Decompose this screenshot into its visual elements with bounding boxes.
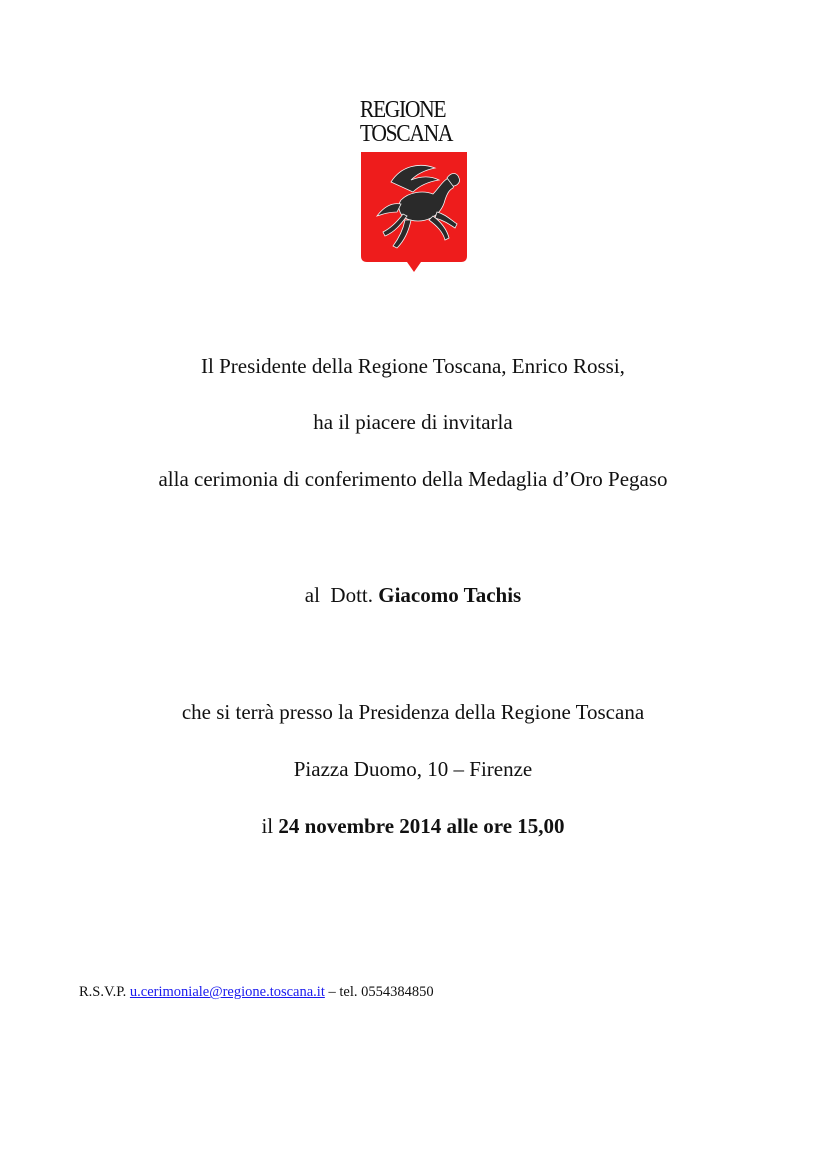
logo-text-regione: REGIONE — [359, 97, 446, 123]
event-date: 24 novembre 2014 alle ore 15,00 — [278, 814, 565, 838]
rsvp-line — [79, 983, 434, 1001]
rsvp-email-link[interactable]: u.cerimoniale@regione.toscana.it — [129, 984, 325, 1000]
pegasus-shield-icon — [361, 152, 467, 272]
rsvp-tel: – tel. 0554384850 — [324, 984, 434, 1000]
invite-line-address: Piazza Duomo, 10 – Firenze — [293, 757, 533, 781]
invite-line-date — [0, 813, 826, 839]
rsvp-label: R.S.V.P. — [79, 984, 130, 1000]
regione-toscana-logo — [359, 98, 469, 274]
date-prefix: il — [261, 814, 279, 838]
invite-line-president: Il Presidente della Regione Toscana, Enrico Rossi, — [201, 354, 625, 378]
invite-line-pleasure: ha il piacere di invitarla — [313, 410, 513, 434]
honoree-name: Giacomo Tachis — [378, 583, 522, 607]
invite-line-honoree — [0, 582, 826, 608]
honoree-prefix: al Dott. — [304, 583, 379, 607]
invite-line-venue: che si terrà presso la Presidenza della Regione Toscana — [181, 700, 645, 724]
logo-text-toscana: TOSCANA — [359, 121, 453, 147]
invite-line-ceremony: alla cerimonia di conferimento della Medaglia d’Oro Pegaso — [158, 467, 668, 491]
